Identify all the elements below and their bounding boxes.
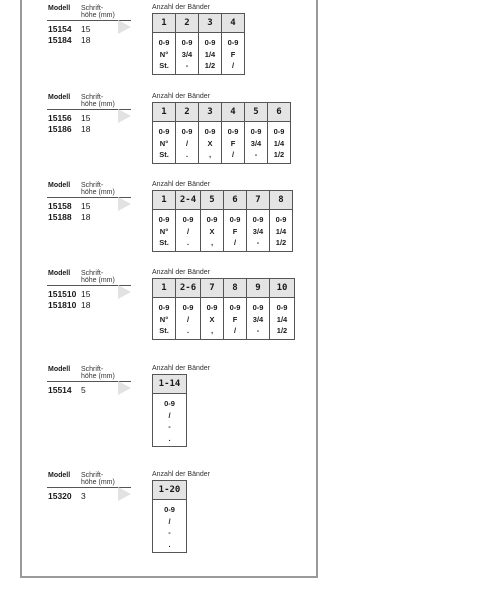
bands-count-label: Anzahl der Bänder bbox=[152, 181, 210, 188]
band-char: X bbox=[209, 226, 215, 236]
band-chars-cell bbox=[201, 298, 224, 340]
bands-header-row bbox=[153, 375, 187, 394]
model-row bbox=[48, 35, 90, 45]
band-number-cell: 1 bbox=[153, 191, 176, 210]
band-char: F bbox=[230, 138, 236, 148]
pointer-arrow-icon bbox=[118, 285, 131, 299]
band-chars-cell bbox=[268, 122, 291, 164]
model-number: 15158 bbox=[48, 201, 72, 211]
band-chars-cell bbox=[222, 33, 245, 75]
model-column-header: Modell bbox=[48, 5, 71, 12]
font-height-value: 18 bbox=[81, 124, 91, 134]
model-number: 15188 bbox=[48, 212, 72, 222]
band-number-cell: 1 bbox=[153, 103, 176, 122]
model-number: 15154 bbox=[48, 24, 72, 34]
band-chars-cell bbox=[199, 33, 222, 75]
band-number-cell: 2-6 bbox=[176, 279, 201, 298]
band-char: 0-9 bbox=[229, 215, 241, 224]
band-char: , bbox=[210, 238, 214, 247]
band-number-cell: 1 bbox=[153, 14, 176, 33]
bands-content-row bbox=[153, 394, 187, 447]
band-number-cell: 9 bbox=[247, 279, 270, 298]
band-char: 0-9 bbox=[158, 38, 170, 47]
bands-count-label: Anzahl der Bänder bbox=[152, 4, 210, 11]
bands-table bbox=[152, 278, 295, 340]
model-block bbox=[47, 472, 307, 572]
band-char: . bbox=[168, 539, 171, 549]
bands-header-row bbox=[153, 191, 293, 210]
font-height-value: 15 bbox=[81, 201, 91, 211]
band-char: / bbox=[186, 226, 190, 236]
band-number-cell: 10 bbox=[270, 279, 295, 298]
pointer-arrow-icon bbox=[118, 381, 131, 395]
font-height-column-header bbox=[81, 270, 115, 284]
band-chars-cell bbox=[153, 500, 187, 553]
font-height-column-header bbox=[81, 472, 115, 486]
band-number-cell: 7 bbox=[201, 279, 224, 298]
band-char: 1/2 bbox=[273, 150, 285, 159]
band-char: N° bbox=[159, 226, 169, 236]
model-column-header: Modell bbox=[48, 366, 71, 373]
band-char: , bbox=[210, 326, 214, 335]
model-number: 15184 bbox=[48, 35, 72, 45]
band-char: / bbox=[186, 314, 190, 324]
model-number: 15156 bbox=[48, 113, 72, 123]
band-chars-cell bbox=[153, 33, 176, 75]
bands-count-label: Anzahl der Bänder bbox=[152, 365, 210, 372]
band-char: / bbox=[231, 61, 235, 70]
font-height-column-header bbox=[81, 94, 115, 108]
band-char: 3/4 bbox=[252, 314, 264, 324]
band-char: 1/4 bbox=[275, 226, 287, 236]
band-number-cell: 6 bbox=[224, 191, 247, 210]
model-column-header: Modell bbox=[48, 182, 71, 189]
band-char: . bbox=[168, 433, 171, 443]
band-char: - bbox=[256, 238, 260, 247]
model-row bbox=[48, 113, 90, 123]
bands-content-row bbox=[153, 33, 245, 75]
band-chars-cell bbox=[153, 394, 187, 447]
band-number-cell: 1-20 bbox=[153, 481, 187, 500]
bands-header-row bbox=[153, 14, 245, 33]
band-char: F bbox=[230, 49, 236, 59]
font-height-value: 15 bbox=[81, 24, 91, 34]
band-char: N° bbox=[159, 314, 169, 324]
band-chars-cell bbox=[247, 298, 270, 340]
model-row bbox=[48, 24, 90, 34]
band-char: 0-9 bbox=[252, 215, 264, 224]
band-chars-cell bbox=[224, 210, 247, 252]
band-chars-cell bbox=[153, 210, 176, 252]
font-height-header-line: Schrift- bbox=[81, 5, 104, 12]
band-chars-cell bbox=[245, 122, 268, 164]
band-char: 0-9 bbox=[276, 303, 288, 312]
band-char: - bbox=[256, 326, 260, 335]
pointer-arrow-icon bbox=[118, 109, 131, 123]
band-char: St. bbox=[159, 150, 169, 159]
bands-table bbox=[152, 480, 187, 553]
band-char: , bbox=[208, 150, 212, 159]
band-char: 0-9 bbox=[164, 505, 175, 514]
band-char: / bbox=[233, 326, 237, 335]
band-char: 3/4 bbox=[252, 226, 264, 236]
bands-table bbox=[152, 13, 245, 75]
band-chars-cell bbox=[201, 210, 224, 252]
model-number: 151510 bbox=[48, 289, 77, 299]
band-char: 0-9 bbox=[204, 38, 216, 47]
band-chars-cell bbox=[270, 298, 295, 340]
model-row bbox=[48, 201, 90, 211]
model-block bbox=[47, 5, 307, 105]
band-char: 3/4 bbox=[181, 49, 193, 59]
band-char: N° bbox=[159, 138, 169, 148]
bands-count-label: Anzahl der Bänder bbox=[152, 269, 210, 276]
band-char: X bbox=[207, 138, 213, 148]
band-char: / bbox=[185, 138, 189, 148]
model-row bbox=[48, 212, 90, 222]
band-char: 0-9 bbox=[181, 38, 193, 47]
font-height-header-line: höhe (mm) bbox=[81, 189, 115, 196]
band-number-cell: 1-14 bbox=[153, 375, 187, 394]
font-height-header-line: höhe (mm) bbox=[81, 277, 115, 284]
band-char: 1/4 bbox=[276, 314, 288, 324]
band-number-cell: 2-4 bbox=[176, 191, 201, 210]
model-row bbox=[48, 385, 86, 395]
model-column-header: Modell bbox=[48, 270, 71, 277]
bands-header-row bbox=[153, 481, 187, 500]
band-char: 0-9 bbox=[250, 127, 262, 136]
band-char: 1/2 bbox=[204, 61, 216, 70]
band-number-cell: 3 bbox=[199, 14, 222, 33]
band-char: 0-9 bbox=[182, 215, 194, 224]
model-column-header: Modell bbox=[48, 472, 71, 479]
model-block bbox=[47, 366, 307, 466]
band-char: St. bbox=[159, 238, 169, 247]
band-char: - bbox=[254, 150, 258, 159]
band-chars-cell bbox=[153, 122, 176, 164]
font-height-column-header bbox=[81, 182, 115, 196]
band-char: 0-9 bbox=[158, 215, 170, 224]
model-number: 15320 bbox=[48, 491, 72, 501]
band-char: St. bbox=[159, 326, 169, 335]
font-height-header-line: höhe (mm) bbox=[81, 101, 115, 108]
bands-content-row bbox=[153, 500, 187, 553]
band-number-cell: 5 bbox=[201, 191, 224, 210]
band-char: 1/2 bbox=[275, 238, 287, 247]
band-char: 1/2 bbox=[276, 326, 288, 335]
band-char: St. bbox=[159, 61, 169, 70]
band-number-cell: 4 bbox=[222, 14, 245, 33]
bands-count-label: Anzahl der Bänder bbox=[152, 471, 210, 478]
pointer-arrow-icon bbox=[118, 487, 131, 501]
band-char: . bbox=[185, 150, 189, 159]
font-height-value: 15 bbox=[81, 289, 91, 299]
font-height-header-line: Schrift- bbox=[81, 472, 104, 479]
band-char: 0-9 bbox=[275, 215, 287, 224]
band-char: 0-9 bbox=[252, 303, 264, 312]
font-height-value: 18 bbox=[81, 35, 91, 45]
band-number-cell: 2 bbox=[176, 103, 199, 122]
model-column-header: Modell bbox=[48, 94, 71, 101]
bands-content-row bbox=[153, 210, 293, 252]
model-block bbox=[47, 270, 307, 370]
band-chars-cell bbox=[199, 122, 222, 164]
band-char: 0-9 bbox=[204, 127, 216, 136]
band-char: 1/4 bbox=[204, 49, 216, 59]
band-char: 0-9 bbox=[158, 127, 170, 136]
font-height-column-header bbox=[81, 5, 115, 19]
band-char: - bbox=[168, 528, 171, 537]
pointer-arrow-icon bbox=[118, 20, 131, 34]
band-char: F bbox=[232, 314, 238, 324]
model-number: 151810 bbox=[48, 300, 77, 310]
model-row bbox=[48, 124, 90, 134]
band-char: . bbox=[186, 238, 190, 247]
band-number-cell: 8 bbox=[224, 279, 247, 298]
font-height-value: 18 bbox=[81, 300, 91, 310]
band-chars-cell bbox=[176, 298, 201, 340]
band-char: 0-9 bbox=[227, 38, 239, 47]
band-number-cell: 8 bbox=[270, 191, 293, 210]
band-char: 1/4 bbox=[273, 138, 285, 148]
model-row bbox=[48, 300, 90, 310]
model-number: 15514 bbox=[48, 385, 72, 395]
band-number-cell: 4 bbox=[222, 103, 245, 122]
band-char: N° bbox=[159, 49, 169, 59]
font-height-header-line: Schrift- bbox=[81, 182, 104, 189]
bands-table bbox=[152, 374, 187, 447]
band-chars-cell bbox=[224, 298, 247, 340]
band-char: - bbox=[185, 61, 189, 70]
bands-header-row bbox=[153, 103, 291, 122]
font-height-header-line: Schrift- bbox=[81, 270, 104, 277]
band-number-cell: 3 bbox=[199, 103, 222, 122]
band-char: 3/4 bbox=[250, 138, 262, 148]
font-height-value: 5 bbox=[81, 385, 86, 395]
band-chars-cell bbox=[176, 122, 199, 164]
band-chars-cell bbox=[176, 210, 201, 252]
band-char: 0-9 bbox=[182, 303, 194, 312]
band-chars-cell bbox=[247, 210, 270, 252]
band-number-cell: 6 bbox=[268, 103, 291, 122]
font-height-header-line: höhe (mm) bbox=[81, 479, 115, 486]
model-block bbox=[47, 182, 307, 282]
band-char: / bbox=[231, 150, 235, 159]
band-char: 0-9 bbox=[181, 127, 193, 136]
font-height-header-line: höhe (mm) bbox=[81, 12, 115, 19]
model-block bbox=[47, 94, 307, 194]
font-height-value: 15 bbox=[81, 113, 91, 123]
bands-content-row bbox=[153, 122, 291, 164]
bands-table bbox=[152, 102, 291, 164]
band-number-cell: 7 bbox=[247, 191, 270, 210]
band-chars-cell bbox=[270, 210, 293, 252]
bands-count-label: Anzahl der Bänder bbox=[152, 93, 210, 100]
model-row bbox=[48, 491, 86, 501]
band-chars-cell bbox=[153, 298, 176, 340]
band-number-cell: 2 bbox=[176, 14, 199, 33]
font-height-header-line: Schrift- bbox=[81, 366, 104, 373]
band-char: 0-9 bbox=[273, 127, 285, 136]
band-char: X bbox=[209, 314, 215, 324]
band-char: / bbox=[168, 516, 171, 526]
band-char: - bbox=[168, 422, 171, 431]
model-row bbox=[48, 289, 90, 299]
band-number-cell: 1 bbox=[153, 279, 176, 298]
band-char: / bbox=[168, 410, 171, 420]
bands-content-row bbox=[153, 298, 295, 340]
font-height-column-header bbox=[81, 366, 115, 380]
band-char: 0-9 bbox=[206, 303, 218, 312]
band-char: F bbox=[232, 226, 238, 236]
font-height-value: 18 bbox=[81, 212, 91, 222]
band-char: 0-9 bbox=[158, 303, 170, 312]
bands-table bbox=[152, 190, 293, 252]
model-number: 15186 bbox=[48, 124, 72, 134]
font-height-header-line: höhe (mm) bbox=[81, 373, 115, 380]
band-number-cell: 5 bbox=[245, 103, 268, 122]
band-chars-cell bbox=[222, 122, 245, 164]
band-char: 0-9 bbox=[229, 303, 241, 312]
pointer-arrow-icon bbox=[118, 197, 131, 211]
band-char: 0-9 bbox=[206, 215, 218, 224]
band-char: 0-9 bbox=[227, 127, 239, 136]
font-height-header-line: Schrift- bbox=[81, 94, 104, 101]
band-char: 0-9 bbox=[164, 399, 175, 408]
band-char: . bbox=[186, 326, 190, 335]
band-chars-cell bbox=[176, 33, 199, 75]
font-height-value: 3 bbox=[81, 491, 86, 501]
band-char: / bbox=[233, 238, 237, 247]
bands-header-row bbox=[153, 279, 295, 298]
